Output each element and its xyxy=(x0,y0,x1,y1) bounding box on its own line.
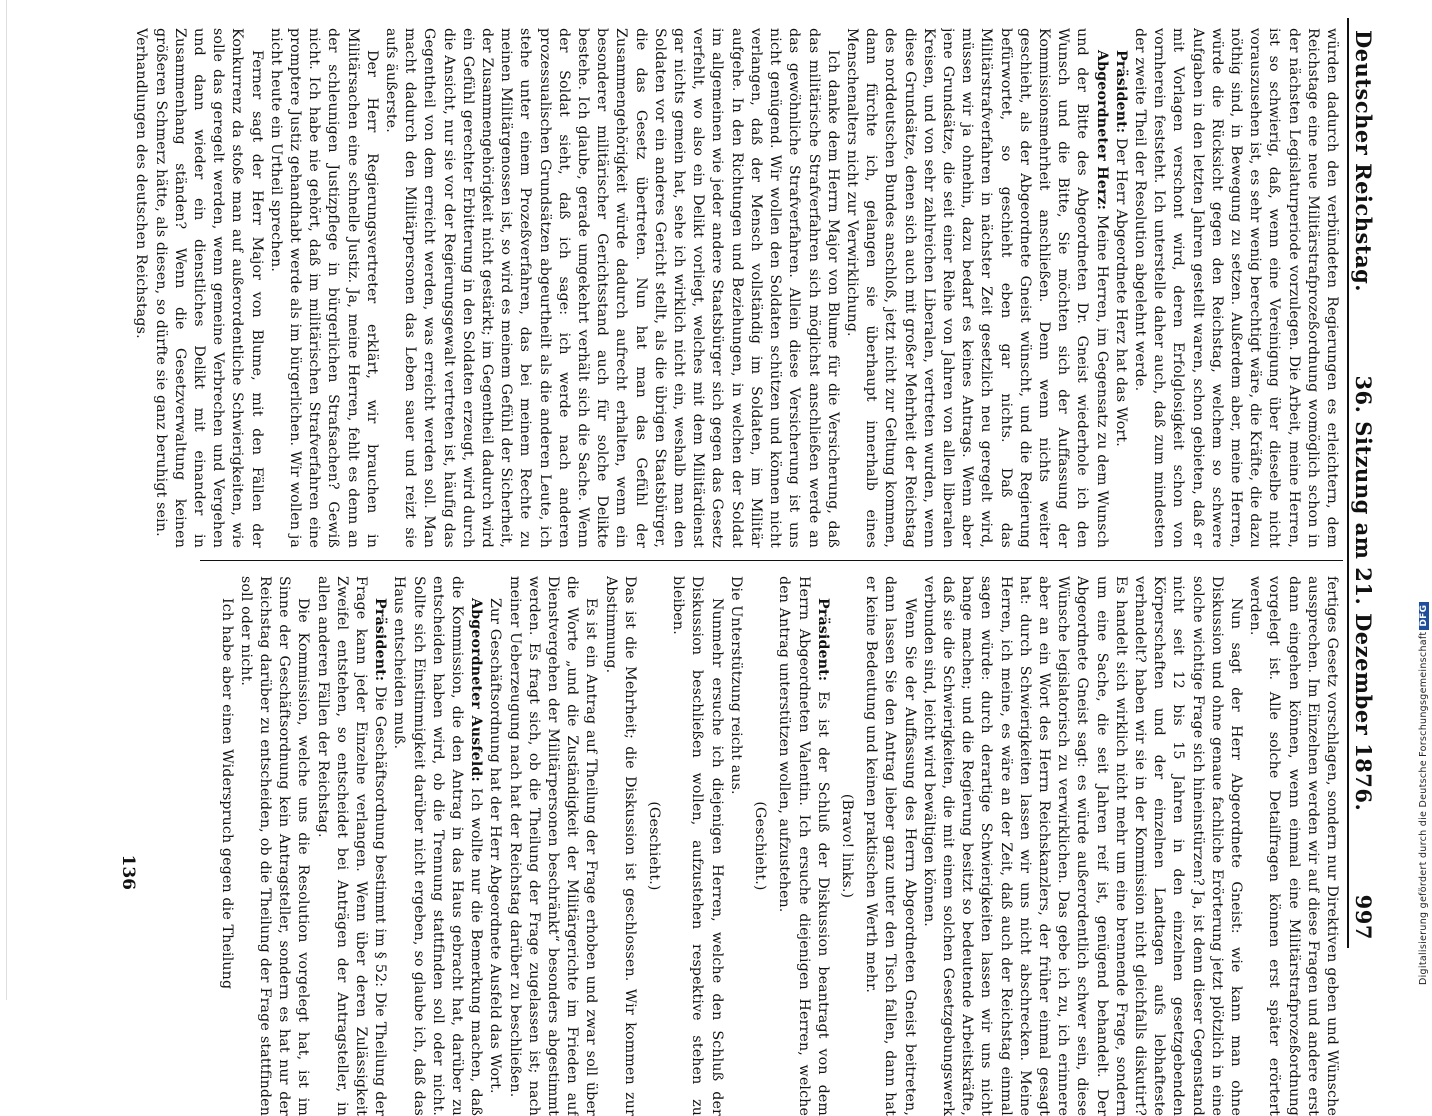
speaker-name: Präsident: xyxy=(1112,50,1129,134)
paragraph-text: (Geschieht.) xyxy=(752,801,769,891)
paragraph-text: Die Kommission, welche uns die Resolution vorgelegt hat, ist im Sinne der Geschäftsordnung kein Antragsteller, sondern es hat nur der Reichstag darüber zu entscheiden, ob die Theilung der Frage stattfinden soll oder nicht. xyxy=(237,576,312,1116)
paragraph xyxy=(600,576,638,1116)
digitization-credit xyxy=(1418,5,1429,985)
paragraph xyxy=(150,28,265,548)
paragraph-text: Der Herr Abgeordnete Herz hat das Wort. xyxy=(1112,137,1129,447)
paragraph xyxy=(726,576,745,1116)
speaker-name: Präsident: xyxy=(814,598,831,682)
paragraph xyxy=(861,576,919,1116)
header-center: 36. Sitzung am 21. Dezember 1876. xyxy=(1351,375,1376,812)
paragraph xyxy=(266,28,381,548)
column-divider xyxy=(200,560,1343,561)
rotated-page-content xyxy=(10,0,1415,1116)
paragraph-text: Nun sagt der Herr Abgeordnete Gneist: wie kann man ohne Diskussion und ohne genaue fachliche Erörterung jetzt plötzlich in eine solche wichtige Frage sich hineinstürzen? Ja, ist denn dieser Gegenstand nicht seit 12 bis 15 Jahren in den einzelnen gesetzgebenden Körperschaften und der einzelnen Landtagen aufs lebhafteste verhandelt? haben wir sie in der Kommission nicht gleichfalls diskutirt? Es handelt sich wirklich nicht mehr um eine brennende Frage, sondern um eine Sache, die seit Jahren reif ist, genügend behandelt. Der Abgeordnete Gneist sagt: es würde außerordentlich schwer sein, diese Wünsche legislatorisch zu verwirklichen. Das gebe ich zu, ich erinnere aber an ein Wort des Herrn Reichskanzlers, der früher einmal gesagt hat: durch Schwierigkeiten lassen wir uns nicht abschrecken. Meine Herren, ich meine, es wäre an der Zeit, daß auch der Reichstag einmal sagen würde: durch derartige Schwierigkeiten lassen wir uns nicht bange machen; und die Regierung besitzt so bedeutende Arbeitskräfte, daß sie die Schwierigkeiten, die mit einem solchen Gesetzgebungswerk verbunden sind, leicht wird bewältigen können. xyxy=(920,576,1244,1116)
paragraph xyxy=(1130,28,1341,548)
paragraph-text: würden dadurch den verbündeten Regierungen es erleichtern, dem Reichstage eine neue Militärstrafprozeßordnung womöglich schon in der nächsten Legislaturperiode vorzulegen. Die Arbeit, meine Herren, ist so schwierig, daß, wenn eine Vereinigung über dieselbe nicht vorauszusehen ist, es sehr wenig berechtigt wäre, die Kräfte, die dazu nöthig sind, in Bewegung zu setzen. Außerdem aber, meine Herren, würde die Rücksicht gegen den Reichstag, welchem so schwere Aufgaben in den letzten Jahren gestellt waren, schon gebieten, daß er mit Vorlagen verschont wird, deren Erfolglosigkeit schon von vornherein feststeht. Ich unterstelle daher auch, daß zum mindesten der zweite Theil der Resolution abgelehnt werde. xyxy=(1131,28,1340,548)
stage-direction xyxy=(837,576,856,1116)
paragraph xyxy=(668,576,726,1116)
credit-text: Digitalisierung gefördert durch die Deutsche Forschungsgemeinschaft xyxy=(1418,631,1429,985)
speaker-name: Präsident: xyxy=(372,598,389,682)
paragraph xyxy=(504,576,600,1116)
speech-paragraph xyxy=(842,28,1111,548)
left-column xyxy=(80,28,1341,548)
speech-paragraph xyxy=(1111,28,1130,548)
paragraph xyxy=(919,576,1245,1116)
header-rule xyxy=(1347,18,1349,948)
paragraph-text: Das ist die Mehrheit; die Diskussion ist geschlossen. Wir kommen zur Abstimmung. xyxy=(602,576,638,1116)
paragraph-text: Es ist der Schluß der Diskussion beantragt von dem Herrn Abgeordneten Valentin. Ich ersuche diejenigen Herren, welche den Antrag unterstützen wollen, aufzustehen. xyxy=(776,576,831,1116)
paragraph-text: (Geschieht.) xyxy=(646,801,663,891)
paragraph xyxy=(485,576,504,1116)
dfg-logo: DFG xyxy=(1419,602,1429,630)
paragraph-text: Die Geschäftsordnung bestimmt im § 52: Die Theilung der Frage kann jeder Einzelne verlangen. Wenn über deren Zulässigkeit Zweifel entstehen, so entscheidet bei Anträgen der Antragsteller, in allen anderen Fällen der Reichstag. xyxy=(314,576,389,1116)
paragraph xyxy=(1245,576,1341,1116)
speech-paragraph xyxy=(389,576,485,1116)
paragraph-text: Wenn Sie der Auffassung des Herrn Abgeordneten Gneist beitreten, dann lassen Sie den Antrag lieber ganz unter den Tisch fallen, dann hat er keine Bedeutung und keinen praktischen Werth mehr. xyxy=(863,576,918,1116)
paragraph xyxy=(216,576,235,1116)
paragraph-text: Der Herr Regierungsvertreter erklärt, wir brauchen in Militärsachen eine schnelle Justiz. Ja, meine Herren, fehlt es denn an der schleunigen Justizpflege in bürgerlichen Strafsachen? Gewiß nicht. Ich habe nie gehört, daß im militärischen Strafverfahren eine promptere Justiz gehandhabt werde als im bürgerlichen. Wir wollen ja nicht heute ein Urtheil sprechen. xyxy=(267,28,380,548)
paragraph-text: Ich habe aber einen Widerspruch gegen die Theilung xyxy=(218,598,235,990)
paragraph xyxy=(381,28,842,548)
speaker-name: Abgeordneter Herz: xyxy=(1093,50,1110,211)
speech-paragraph xyxy=(774,576,832,1116)
paragraph xyxy=(236,576,313,1116)
running-header xyxy=(1351,30,1391,940)
speaker-name: Abgeordneter Ausfeld: xyxy=(468,598,485,782)
paragraph-text: Ich wollte nur die Bemerkung machen, daß die Kommission, die den Antrag in das Haus gebracht hat, darüber zu entscheiden haben wird, ob die Trennung stattfinden soll oder nicht. Sollte sich Einstimmigkeit darüber nicht ergeben, so glaube ich, daß das Haus entscheiden muß. xyxy=(391,576,485,1116)
paragraph-text: (Bravo! links.) xyxy=(838,793,855,899)
paragraph-text: fertiges Gesetz vorschlagen, sondern nur Direktiven geben und Wünsche aussprechen. Im Einzelnen werden wir auf diese Fragen und andere erst dann eingehen können, wenn einmal eine Militärstrafprozeßordnung vorgelegt ist. Alle solche Detailfragen können erst später erörtert werden. xyxy=(1247,576,1340,1116)
paragraph-text: Ich danke dem Herrn Major von Blume für die Versicherung, daß das militärische Strafverfahren sich möglichst anschließen werde an das gewöhnliche Strafverfahren. Allein diese Versicherung ist uns nicht genügend. Wir wollen den Soldaten schützen und können nicht verlangen, daß der Mensch vollständig im Soldaten, im Militär aufgehe. In den Richtungen und Beziehungen, in welchen der Soldat im allgemeinen wie jeder andere Staatsbürger sich gegen das Gesetz verfehlt, wo also ein Delikt vorliegt, welches mit dem Militärdienst gar nichts gemein hat, sehe ich wirklich nicht ein, weshalb man den Soldaten vor ein anderes Gericht stellt, als die übrigen Staatsbürger, die das Gesetz übertreten. Nun hat man das Gefühl der Zusammengehörigkeit würde dadurch aufrecht erhalten, wenn ein besonderer militärischer Gerichtsstand auch für solche Delikte bestehe. Ich glaube, gerade umgekehrt verhält sich die Sache. Wenn der Soldat sieht, daß ich sage: ich werde nach anderen prozessualischen Grundsätzen abgeurtheilt als die anderen Leute, ich stehe unter einem Prozeßverfahren, das bei meinem Rechte zu meinen Militärgenossen ist, so wird es meinem Gefühl der Sicherheit, der Zusammengehörigkeit nicht gestärkt; im Gegentheil dadurch wird ein Gefühl gerechter Erbitterung in den Soldaten erzeugt, wird durch die Ansicht, nur sie vor der Regierungsgewalt vertreten ist, häufig das Gegentheil von dem erreicht werden, was erreicht werden soll. Man macht dadurch den Militärpersonen das Leben sauer und reizt sie aufs äußerste. xyxy=(383,28,841,548)
stage-direction xyxy=(644,576,663,1116)
right-column xyxy=(80,576,1341,1116)
stage-direction xyxy=(750,576,769,1116)
sheet-signature: 136 xyxy=(118,854,138,890)
paragraph-text: Es ist ein Antrag auf Theilung der Frage erhoben und zwar soll über die Worte „und die Zuständigkeit der Militärgerichte im Frieden auf Dienstvergehen der Militärpersonen beschränkt“ besonders abgestimmt werden. Es fragt sich, ob die Theilung der Frage zugelassen ist; nach meiner Ueberzeugung nach hat der Reichstag darüber zu beschließen. xyxy=(506,576,600,1116)
paragraph-text: Meine Herren, im Gegensatz zu dem Wunsch und der Bitte des Abgeordneten Dr. Gneist wiederhole ich den Wunsch und die Bitte, Sie möchten sich der Auffassung der Kommissionsmehrheit anschließen. Denn wenn nichts weiter geschieht, als der Abgeordnete Gneist wünscht, und die Regierung befürwortet, so geschieht eben gar nichts. Daß das Militärstrafverfahren in nächster Zeit gesetzlich neu geregelt wird, müssen wir ja ohnehin, dazu bedarf es keines Antrags. Wenn aber jene Grundsätze, die seit einer Reihe von Jahren von allen liberalen Kreisen, und von sehr zahlreichen Liberalen, vertreten wurden, wenn diese Grundsätze, denen sich auch mit großer Mehrheit der Reichstag des norddeutschen Bundes anschloß, jetzt nicht zur Geltung kommen, dann fürchte ich, gelangen sie überhaupt innerhalb eines Menschenalters nicht zur Verwirklichung. xyxy=(843,28,1110,548)
paragraph xyxy=(131,28,150,548)
header-left: Deutscher Reichstag. xyxy=(1351,30,1376,293)
speech-paragraph xyxy=(312,576,389,1116)
paragraph-text: Ferner sagt der Herr Major von Blume, mit den Fällen der Konkurrenz da stoße man auf außerordentliche Schwierigkeiten, wie solle das geregelt werden, wenn gemeine Verbrechen und Vergehen und dann wieder ein dienstliches Delikt mit einander in Zusammenhang ständen? Wenn die Gesetzverwaltung keinen größeren Schmerz hätte, als diesen, so dürfte sie ganz beruhigt sein. xyxy=(152,28,265,548)
paragraph-text: Verhandlungen des deutschen Reichstags. xyxy=(133,28,150,339)
paragraph-text: Die Unterstützung reicht aus. xyxy=(727,576,744,795)
paragraph-text: Nunmehr ersuche ich diejenigen Herren, welche den Schluß der Diskussion beschließen wollen, aufzustehen respektive stehen zu bleiben. xyxy=(670,576,725,1116)
page-edge xyxy=(0,0,7,1000)
paragraph-text: Zur Geschäftsordnung hat der Herr Abgeordnete Ausfeld das Wort. xyxy=(487,598,504,1094)
page-number: 997 xyxy=(1351,894,1376,940)
